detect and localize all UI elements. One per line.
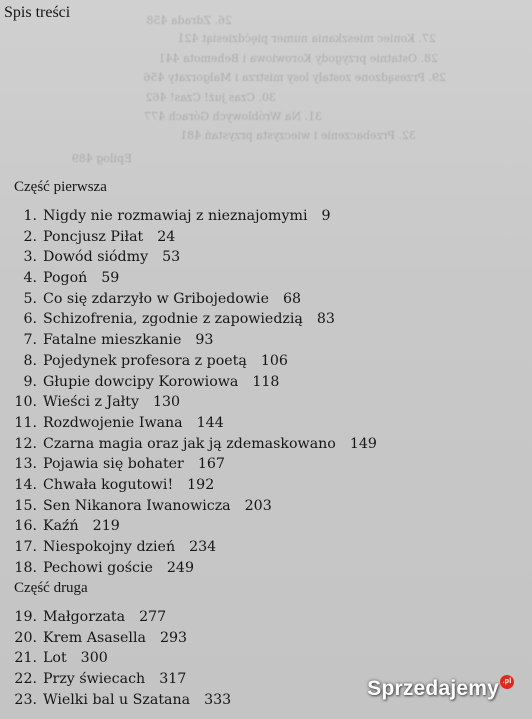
chapter-number: 18. [14, 559, 37, 576]
chapter-title: Pojawia się bohater [43, 456, 184, 473]
watermark-text: Sprzedajemy [367, 677, 499, 700]
chapter-title: Wieści z Jałty [43, 394, 139, 411]
chapter-entry [0, 669, 231, 690]
chapter-number: 23. [14, 691, 37, 708]
chapter-title: Fatalne mieszkanie [43, 332, 182, 349]
chapter-entry [0, 351, 377, 372]
chapter-number: 2. [23, 228, 37, 245]
chapter-title: Schizofrenia, zgodnie z zapowiedzią [43, 311, 303, 328]
chapter-page: 192 [187, 476, 215, 493]
chapter-entry [0, 392, 377, 413]
chapter-entry [0, 607, 231, 628]
part-two-chapter-list [0, 607, 231, 710]
chapter-page: 203 [244, 497, 272, 514]
chapter-number: 15. [14, 497, 37, 514]
chapter-title: Przy świecach [43, 671, 146, 688]
ghost-line: 32. Przebaczenie i wieczysta przystań 481 [180, 129, 416, 142]
chapter-entry [0, 454, 377, 475]
chapter-entry [0, 558, 377, 579]
chapter-entry [0, 247, 377, 268]
chapter-entry [0, 690, 231, 711]
ghost-line: 27. Koniec mieszkania numer pięćdziesiąt 421 [177, 32, 436, 45]
chapter-title: Małgorzata [43, 609, 126, 625]
chapter-title: Niespokojny dzień [43, 539, 176, 555]
chapter-page: 93 [195, 332, 214, 349]
chapter-page: 219 [92, 518, 120, 535]
chapter-number: 19. [14, 609, 37, 625]
bleed-through-text [0, 0, 532, 170]
chapter-number: 16. [14, 518, 37, 535]
chapter-page: 59 [101, 270, 120, 287]
sprzedajemy-watermark-logo [367, 677, 514, 701]
chapter-number: 1. [23, 208, 37, 224]
chapter-title: Krem Asasella [43, 629, 146, 646]
chapter-title: Dowód siódmy [43, 249, 149, 266]
chapter-entry [0, 648, 231, 669]
chapter-entry [0, 206, 377, 227]
chapter-title: Lot [43, 650, 67, 667]
chapter-page: 118 [252, 373, 280, 390]
chapter-title: Czarna magia oraz jak ją zdemaskowano [43, 435, 336, 452]
chapter-title: Wielki bal u Szatana [43, 691, 191, 708]
chapter-number: 11. [14, 414, 37, 431]
chapter-page: 83 [316, 311, 335, 328]
chapter-page: 333 [204, 691, 232, 708]
chapter-page: 24 [157, 228, 176, 245]
chapter-page: 53 [162, 249, 181, 266]
ghost-line: Epilog 489 [71, 152, 132, 165]
toc-title: Spis treści [4, 4, 71, 21]
chapter-number: 6. [23, 311, 37, 328]
chapter-title: Pogoń [43, 270, 88, 287]
chapter-title: Kaźń [43, 518, 79, 535]
chapter-entry [0, 372, 377, 393]
chapter-number: 10. [14, 394, 37, 411]
chapter-number: 3. [23, 249, 37, 266]
chapter-page: 293 [159, 629, 188, 646]
chapter-entry [0, 413, 377, 434]
chapter-entry [0, 516, 377, 537]
chapter-page: 68 [283, 290, 302, 307]
ghost-line: 31. Na Wróblowych Górach 477 [144, 110, 322, 123]
chapter-page: 317 [159, 671, 187, 688]
chapter-page: 106 [260, 352, 288, 369]
chapter-page: 144 [196, 414, 224, 431]
chapter-page: 300 [80, 650, 108, 667]
chapter-number: 13. [14, 456, 37, 473]
chapter-title: Głupie dowcipy Korowiowa [43, 373, 239, 390]
chapter-number: 14. [14, 476, 37, 493]
chapter-page: 149 [349, 435, 377, 452]
chapter-entry [0, 289, 377, 310]
ghost-line: 26. Zdrada 458 [146, 14, 232, 27]
chapter-page: 130 [153, 394, 181, 411]
chapter-number: 12. [14, 435, 37, 452]
chapter-number: 17. [14, 539, 37, 555]
ghost-line: 28. Ostatnie przygody Korowiowa i Behemota 441 [158, 52, 438, 65]
ghost-line: 30. Czas już! Czas! 462 [145, 91, 276, 104]
chapter-page: 277 [139, 609, 167, 625]
chapter-entry [0, 475, 377, 496]
ghost-line: 29. Przesądzone zostały losy mistrza i Małgorzaty 456 [143, 71, 446, 84]
chapter-entry [0, 227, 377, 248]
part-one-heading: Część pierwsza [14, 179, 107, 195]
chapter-title: Poncjusz Piłat [43, 228, 144, 245]
chapter-page: 234 [189, 539, 217, 555]
chapter-number: 22. [14, 671, 37, 688]
chapter-number: 4. [23, 270, 37, 287]
chapter-page: 9 [321, 208, 331, 224]
chapter-entry [0, 268, 377, 289]
chapter-entry [0, 537, 377, 558]
chapter-title: Pechowi goście [43, 559, 153, 576]
chapter-title: Sen Nikanora Iwanowicza [43, 497, 231, 514]
chapter-number: 21. [14, 650, 37, 667]
chapter-title: Chwała kogutowi! [43, 476, 174, 493]
watermark-badge: .pl [500, 675, 514, 689]
chapter-number: 7. [23, 332, 37, 349]
chapter-entry [0, 330, 377, 351]
chapter-title: Pojedynek profesora z poetą [43, 352, 247, 369]
part-one-chapter-list [0, 206, 377, 578]
chapter-number: 20. [14, 629, 37, 646]
chapter-entry [0, 496, 377, 517]
chapter-page: 249 [166, 559, 194, 576]
chapter-number: 5. [23, 290, 37, 307]
chapter-page: 167 [197, 456, 225, 473]
chapter-entry [0, 434, 377, 455]
part-two-heading: Część druga [14, 580, 88, 596]
chapter-entry [0, 309, 377, 330]
chapter-entry [0, 628, 231, 649]
chapter-title: Rozdwojenie Iwana [43, 414, 183, 431]
chapter-title: Nigdy nie rozmawiaj z nieznajomymi [43, 208, 308, 224]
chapter-number: 9. [23, 373, 37, 390]
chapter-number: 8. [23, 352, 37, 369]
chapter-title: Co się zdarzyło w Gribojedowie [43, 290, 269, 307]
